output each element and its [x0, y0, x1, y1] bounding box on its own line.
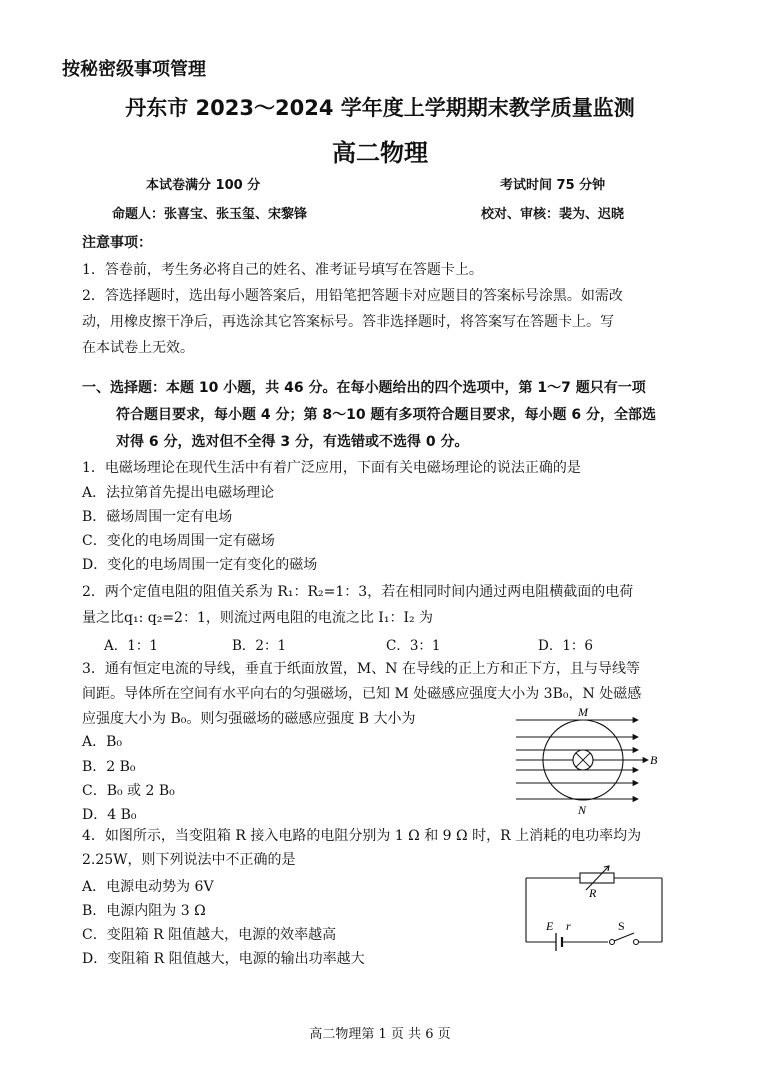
q2-option-b: B．2：1	[232, 638, 287, 654]
q2-option-d: D．1：6	[538, 638, 594, 654]
q1-option-b: B．磁场周围一定有电场	[82, 509, 233, 525]
q3-label-b: B	[650, 753, 658, 767]
q3-stem-line-2: 间距。导体所在空间有水平向右的匀强磁场，已知 M 处磁感应强度大小为 3B₀，N 处磁感	[82, 686, 642, 702]
q1-stem: 1．电磁场理论在现代生活中有着广泛应用，下面有关电磁场理论的说法正确的是	[82, 460, 581, 476]
q1-option-a: A．法拉第首先提出电磁场理论	[82, 485, 275, 501]
notice-item-2-line-2: 动，用橡皮擦干净后，再选涂其它答案标号。答非选择题时，将答案写在答题卡上。写	[82, 314, 614, 330]
q2-stem-line-1: 2．两个定值电阻的阻值关系为 R₁：R₂=1：3，若在相同时间内通过两电阻横截面的电荷	[82, 584, 634, 600]
notice-item-2-line-3: 在本试卷上无效。	[82, 340, 194, 356]
q3-field-diagram	[508, 702, 668, 817]
q3-label-m: M	[578, 705, 588, 719]
q3-option-d: D．4 B₀	[82, 807, 137, 823]
q4-label-r-internal: r	[566, 919, 571, 933]
q3-stem-line-1: 3．通有恒定电流的导线，垂直于纸面放置，M、N 在导线的正上方和正下方，且与导线等	[82, 661, 640, 677]
q4-label-e: E	[546, 919, 554, 933]
page-footer: 高二物理第 1 页 共 6 页	[309, 1027, 451, 1042]
subject-title: 高二物理	[332, 139, 428, 167]
q4-option-c: C．变阻箱 R 阻值越大，电源的效率越高	[82, 927, 337, 943]
section-1-line-1: 一、选择题：本题 10 小题，共 46 分。在每小题给出的四个选项中，第 1～7 题只有一项	[82, 380, 646, 396]
q2-option-c: C．3：1	[386, 638, 441, 654]
q4-stem-line-1: 4．如图所示，当变阻箱 R 接入电路的电阻分别为 1 Ω 和 9 Ω 时，R 上消耗的电功率均为	[82, 828, 642, 844]
exam-title: 丹东市 2023～2024 学年度上学期期末教学质量监测	[125, 96, 635, 120]
q4-stem-line-2: 2.25W，则下列说法中不正确的是	[82, 852, 296, 868]
q2-option-a: A．1：1	[104, 638, 158, 654]
q4-option-b: B．电源内阻为 3 Ω	[82, 903, 206, 919]
q3-option-c: C．B₀ 或 2 B₀	[82, 783, 175, 799]
q3-stem-line-3: 应强度大小为 B₀。则匀强磁场的磁感应强度 B 大小为	[82, 711, 416, 727]
notice-item-2-line-1: 2．答选择题时，选出每小题答案后，用铅笔把答题卡对应题目的答案标号涂黑。如需改	[82, 288, 623, 304]
secret-note: 按秘密级事项管理	[62, 59, 206, 80]
reviewers: 校对、审核：裴为、迟晓	[481, 207, 625, 222]
q4-circuit-diagram	[520, 864, 670, 954]
section-1-line-2: 符合题目要求，每小题 4 分；第 8～10 题有多项符合题目要求，每小题 6 分，全部选	[116, 407, 656, 423]
notice-item-1: 1．答卷前，考生务必将自己的姓名、准考证号填写在答题卡上。	[82, 262, 483, 278]
q4-label-s: S	[618, 919, 625, 933]
q3-option-a: A．B₀	[82, 734, 123, 750]
q3-option-b: B．2 B₀	[82, 759, 136, 775]
section-1-line-3: 对得 6 分，选对但不全得 3 分，有选错或不选得 0 分。	[116, 434, 469, 450]
q1-option-d: D．变化的电场周围一定有变化的磁场	[82, 557, 318, 573]
full-score: 本试卷满分 100 分	[146, 178, 261, 193]
q2-stem-line-2: 量之比q₁: q₂=2：1，则流过两电阻的电流之比 I₁：I₂ 为	[82, 610, 434, 626]
exam-time: 考试时间 75 分钟	[500, 178, 606, 193]
notice-heading: 注意事项：	[82, 235, 152, 251]
authors: 命题人：张喜宝、张玉玺、宋黎锋	[112, 207, 308, 222]
q4-label-r: R	[589, 886, 597, 900]
q4-option-d: D．变阻箱 R 阻值越大，电源的输出功率越大	[82, 951, 365, 967]
q3-label-n: N	[578, 803, 587, 817]
q1-option-c: C．变化的电场周围一定有磁场	[82, 533, 275, 549]
q4-option-a: A．电源电动势为 6V	[82, 879, 214, 895]
